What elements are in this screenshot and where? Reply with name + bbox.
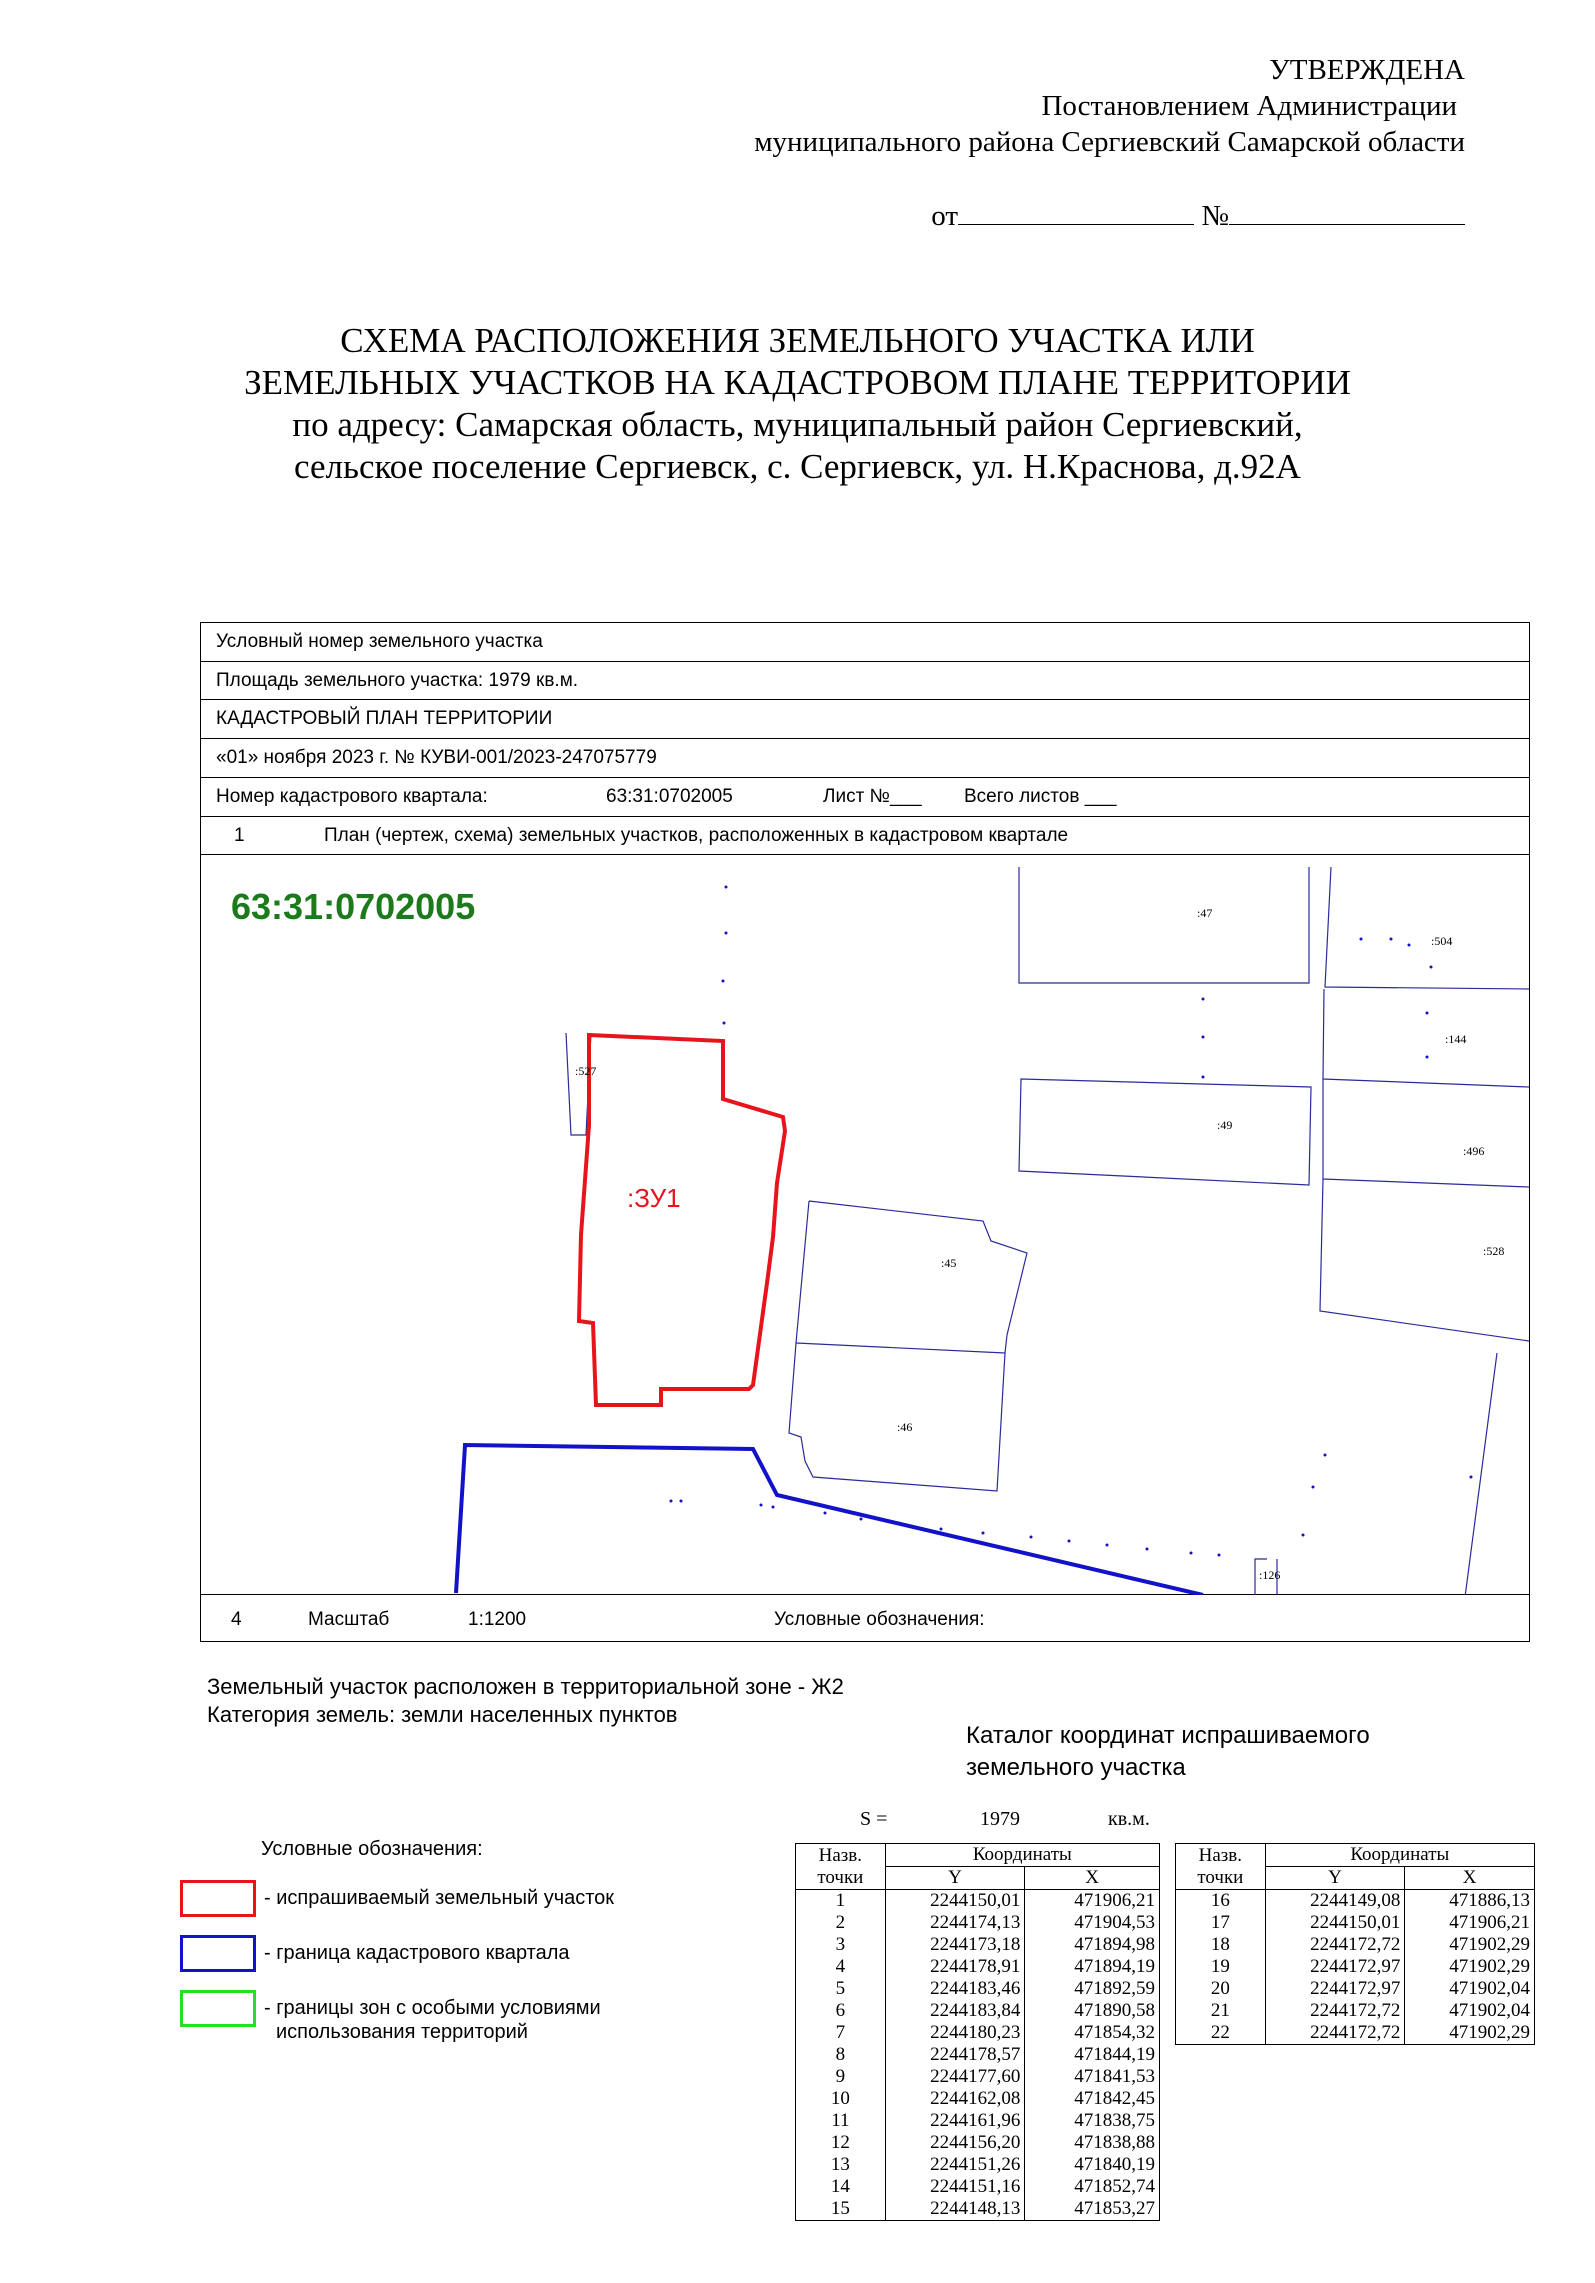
point-number: 15 — [796, 2198, 886, 2221]
title-line-1: СХЕМА РАСПОЛОЖЕНИЯ ЗЕМЕЛЬНОГО УЧАСТКА ИЛИ — [340, 321, 1255, 360]
point-number: 13 — [796, 2154, 886, 2176]
quarter-border-line — [456, 1445, 1203, 1595]
coordinate-row — [1176, 1934, 1535, 1956]
coord-y: 2244162,08 — [885, 2088, 1025, 2110]
coordinate-row — [1176, 1890, 1535, 1913]
coordinate-row — [796, 2000, 1160, 2022]
coord-x: 471841,53 — [1025, 2066, 1160, 2088]
date-blank — [958, 198, 1194, 225]
approval-block — [754, 52, 1465, 160]
form-row-conditional-number — [201, 623, 1529, 662]
coordinates-table-left — [795, 1843, 1160, 2221]
coord-y: 2244148,13 — [885, 2198, 1025, 2221]
total-sheets: Всего листов ___ — [964, 786, 1117, 807]
point-number: 6 — [796, 2000, 886, 2022]
parcel-504-outline — [1325, 867, 1529, 989]
label-527: :527 — [575, 1064, 597, 1078]
title-line-3: по адресу: Самарская область, муниципальный район Сергиевский, — [292, 405, 1303, 444]
parcel-528-outline — [1320, 1179, 1529, 1341]
form-row-6-text: План (чертеж, схема) земельных участков, расположенных в кадастровом квартале — [324, 825, 1069, 846]
coord-x: 471838,88 — [1025, 2132, 1160, 2154]
form-row-4-text: «01» ноября 2023 г. № КУВИ-001/2023-247075779 — [216, 747, 657, 768]
point-number: 3 — [796, 1934, 886, 1956]
area-s-value: 1979 — [980, 1808, 1020, 1830]
point-number: 4 — [796, 1956, 886, 1978]
coordinate-row — [796, 2132, 1160, 2154]
coordinate-row — [796, 2066, 1160, 2088]
coord-x: 471890,58 — [1025, 2000, 1160, 2022]
area-s-unit: кв.м. — [1108, 1808, 1150, 1830]
coord-x: 471838,75 — [1025, 2110, 1160, 2132]
coord-x: 471902,04 — [1405, 1978, 1535, 2000]
coord-y: 2244174,13 — [885, 1912, 1025, 1934]
scale-label: Масштаб — [308, 1609, 390, 1630]
coord-y: 2244172,97 — [1265, 1978, 1405, 2000]
header-point-name-right-1: Назв. — [1198, 1844, 1243, 1866]
coord-x: 471853,27 — [1025, 2198, 1160, 2221]
coord-x: 471906,21 — [1025, 1890, 1160, 1913]
coord-y: 2244172,72 — [1265, 2000, 1405, 2022]
area-s-label: S = — [860, 1808, 888, 1830]
title-line-4: сельское поселение Сергиевск, с. Сергиевск, ул. Н.Краснова, д.92А — [294, 447, 1301, 486]
label-496: :496 — [1463, 1144, 1485, 1158]
parcel-45-46-divider — [796, 1343, 1005, 1353]
label-504: :504 — [1431, 934, 1453, 948]
number-label: № — [1201, 200, 1229, 232]
coord-x: 471840,19 — [1025, 2154, 1160, 2176]
point-number: 12 — [796, 2132, 886, 2154]
scale-row-number: 4 — [231, 1609, 242, 1630]
parcel-496-outline — [1323, 1079, 1529, 1187]
coord-x: 471854,32 — [1025, 2022, 1160, 2044]
legend-text-parcel: - испрашиваемый земельный участок — [264, 1887, 615, 1909]
coord-y: 2244177,60 — [885, 2066, 1025, 2088]
coordinate-row — [1176, 2000, 1535, 2022]
sheet-number: Лист №___ — [823, 786, 922, 807]
legend-swatch-blue — [180, 1935, 256, 1972]
approval-date-number — [931, 198, 1465, 233]
label-144: :144 — [1445, 1032, 1467, 1046]
land-category: Категория земель: земли населенных пунктов — [207, 1702, 678, 1727]
legend-label-inline: Условные обозначения: — [774, 1609, 985, 1630]
point-number: 1 — [796, 1890, 886, 1913]
coordinate-row — [796, 1934, 1160, 1956]
coord-y: 2244172,72 — [1265, 2022, 1405, 2045]
header-point-name-2: точки — [817, 1866, 864, 1888]
header-y-right: Y — [1265, 1867, 1405, 1890]
point-number: 7 — [796, 2022, 886, 2044]
legend-text-zones-2: использования территорий — [276, 2021, 528, 2043]
legend-text-quarter: - граница кадастрового квартала — [264, 1942, 570, 1964]
coord-x: 471852,74 — [1025, 2176, 1160, 2198]
form-row-scale — [201, 1599, 1529, 1641]
map-points — [670, 886, 1473, 1557]
parcel-label-zu1: :ЗУ1 — [627, 1183, 681, 1213]
parcel-49-outline — [1019, 1079, 1311, 1185]
coord-y: 2244183,84 — [885, 2000, 1025, 2022]
form-row-plan-title — [201, 700, 1529, 739]
coordinate-row — [796, 2176, 1160, 2198]
coord-y: 2244172,97 — [1265, 1956, 1405, 1978]
date-label: от — [931, 200, 959, 232]
territorial-zone: Земельный участок расположен в территориальной зоне - Ж2 — [207, 1674, 844, 1699]
coordinate-row — [796, 1912, 1160, 1934]
coordinate-row — [796, 2198, 1160, 2221]
title-line-2: ЗЕМЕЛЬНЫХ УЧАСТКОВ НА КАДАСТРОВОМ ПЛАНЕ ТЕРРИТОРИИ — [244, 363, 1351, 402]
approval-authority: муниципального района Сергиевский Самарской области — [754, 126, 1465, 158]
quarter-number-label: Номер кадастрового квартала: — [216, 786, 488, 807]
header-x-right: X — [1405, 1867, 1535, 1890]
header-coordinates-right: Координаты — [1265, 1844, 1534, 1867]
cadastral-map — [201, 855, 1529, 1595]
coord-y: 2244180,23 — [885, 2022, 1025, 2044]
coordinate-row — [1176, 1978, 1535, 2000]
coord-y: 2244150,01 — [1265, 1912, 1405, 1934]
header-point-name-1: Назв. — [818, 1844, 863, 1866]
coord-y: 2244183,46 — [885, 1978, 1025, 2000]
form-row-1-text: Условный номер земельного участка — [216, 631, 543, 652]
point-number: 11 — [796, 2110, 886, 2132]
point-number: 8 — [796, 2044, 886, 2066]
point-number: 22 — [1176, 2022, 1266, 2045]
coord-y: 2244161,96 — [885, 2110, 1025, 2132]
parcel-46-outline — [789, 1343, 1005, 1491]
header-point-name-right — [1176, 1844, 1266, 1890]
form-row-6-number: 1 — [234, 825, 245, 846]
coordinate-row — [796, 2044, 1160, 2066]
point-number: 2 — [796, 1912, 886, 1934]
coord-x: 471902,29 — [1405, 2022, 1535, 2045]
coordinate-row — [796, 2110, 1160, 2132]
form-row-extract — [201, 739, 1529, 778]
point-number: 17 — [1176, 1912, 1266, 1934]
coord-x: 471902,29 — [1405, 1934, 1535, 1956]
coordinate-row — [796, 2088, 1160, 2110]
coord-y: 2244172,72 — [1265, 1934, 1405, 1956]
header-point-name — [796, 1844, 886, 1890]
coordinate-row — [796, 2022, 1160, 2044]
form-row-3-text: КАДАСТРОВЫЙ ПЛАН ТЕРРИТОРИИ — [216, 708, 553, 729]
quarter-number-value: 63:31:0702005 — [606, 786, 733, 807]
label-528: :528 — [1483, 1244, 1505, 1258]
map-drawing — [201, 855, 1529, 1595]
point-number: 19 — [1176, 1956, 1266, 1978]
legend-item-zones — [180, 1990, 700, 2050]
coord-y: 2244150,01 — [885, 1890, 1025, 1913]
approval-decree: Постановлением Администрации — [1041, 90, 1457, 122]
coord-x: 471894,98 — [1025, 1934, 1160, 1956]
header-y: Y — [885, 1867, 1025, 1890]
label-126: :126 — [1259, 1568, 1281, 1582]
form-row-quarter — [201, 778, 1529, 817]
coord-y: 2244173,18 — [885, 1934, 1025, 1956]
neighbor-parcels — [566, 867, 1529, 1595]
point-number: 18 — [1176, 1934, 1266, 1956]
number-blank — [1229, 198, 1465, 225]
coordinate-row — [796, 1978, 1160, 2000]
legend-text-zones-1: - границы зон с особыми условиями — [264, 1997, 601, 2019]
point-number: 10 — [796, 2088, 886, 2110]
coord-x: 471844,19 — [1025, 2044, 1160, 2066]
label-46: :46 — [897, 1420, 913, 1434]
point-number: 20 — [1176, 1978, 1266, 2000]
coord-x: 471906,21 — [1405, 1912, 1535, 1934]
coordinates-table-right — [1175, 1843, 1535, 2045]
parcel-east-line — [1465, 1353, 1497, 1595]
header-coordinates: Координаты — [885, 1844, 1159, 1867]
cadastral-form — [200, 622, 1530, 1642]
label-49: :49 — [1217, 1118, 1233, 1132]
point-number: 16 — [1176, 1890, 1266, 1913]
coordinate-row — [796, 2154, 1160, 2176]
coord-y: 2244156,20 — [885, 2132, 1025, 2154]
point-number: 5 — [796, 1978, 886, 2000]
coord-x: 471886,13 — [1405, 1890, 1535, 1913]
form-row-2-text: Площадь земельного участка: 1979 кв.м. — [216, 670, 579, 691]
catalog-title-line-1: Каталог координат испрашиваемого — [966, 1722, 1370, 1749]
coord-y: 2244151,16 — [885, 2176, 1025, 2198]
legend-swatch-red — [180, 1880, 256, 1917]
label-47: :47 — [1197, 906, 1213, 920]
coordinate-row — [796, 1956, 1160, 1978]
legend-swatch-green — [180, 1990, 256, 2027]
parcel-47-outline — [1019, 867, 1309, 983]
header-point-name-right-2: точки — [1197, 1866, 1244, 1888]
point-number: 9 — [796, 2066, 886, 2088]
zone-notes — [207, 1673, 844, 1729]
parcel-45-west — [796, 1201, 809, 1343]
coord-x: 471904,53 — [1025, 1912, 1160, 1934]
point-number: 21 — [1176, 2000, 1266, 2022]
coordinate-row — [1176, 1912, 1535, 1934]
requested-parcel-outline — [579, 1035, 785, 1405]
coord-y: 2244178,57 — [885, 2044, 1025, 2066]
document-title — [0, 320, 1595, 488]
coord-y: 2244178,91 — [885, 1956, 1025, 1978]
legend-item-parcel — [180, 1880, 700, 1920]
scale-value: 1:1200 — [468, 1609, 527, 1630]
point-number: 14 — [796, 2176, 886, 2198]
legend-item-quarter — [180, 1935, 700, 1975]
catalog-title — [966, 1720, 1370, 1784]
coord-x: 471902,04 — [1405, 2000, 1535, 2022]
approval-title: УТВЕРЖДЕНА — [1269, 54, 1465, 86]
coord-x: 471892,59 — [1025, 1978, 1160, 2000]
catalog-title-line-2: земельного участка — [966, 1754, 1186, 1781]
form-row-area — [201, 662, 1529, 700]
parcel-144-outline — [1323, 989, 1529, 1087]
coord-x: 471894,19 — [1025, 1956, 1160, 1978]
coord-y: 2244149,08 — [1265, 1890, 1405, 1913]
coord-x: 471902,29 — [1405, 1956, 1535, 1978]
label-45: :45 — [941, 1256, 957, 1270]
parcel-45-outline — [809, 1201, 1027, 1353]
coordinate-row — [1176, 2022, 1535, 2045]
quarter-label: 63:31:0702005 — [231, 886, 476, 927]
coord-x: 471842,45 — [1025, 2088, 1160, 2110]
form-row-plan — [201, 817, 1529, 855]
coordinate-row — [796, 1890, 1160, 1913]
header-x: X — [1025, 1867, 1160, 1890]
coord-y: 2244151,26 — [885, 2154, 1025, 2176]
coordinate-row — [1176, 1956, 1535, 1978]
legend-heading: Условные обозначения: — [261, 1838, 483, 1860]
